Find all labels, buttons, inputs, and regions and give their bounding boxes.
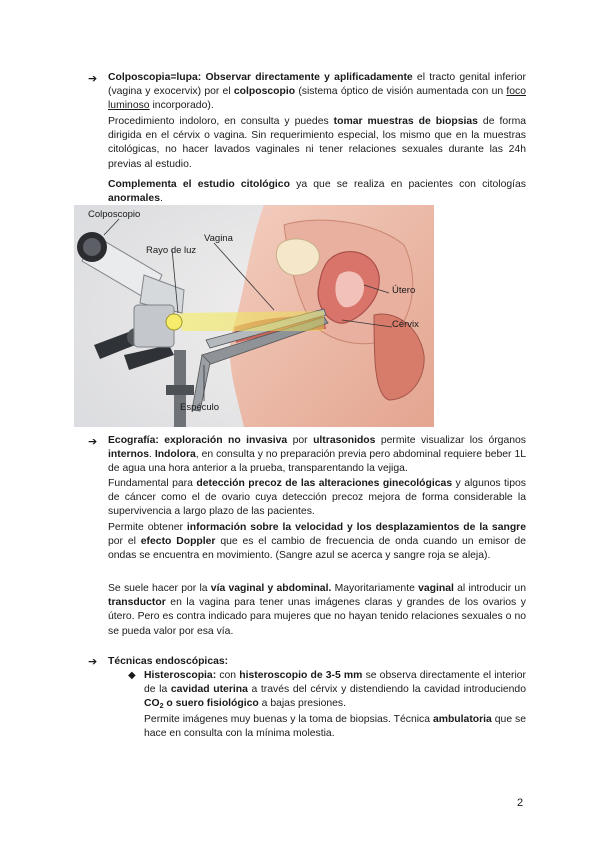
endoscopicas-heading: Técnicas endoscópicas: <box>108 656 229 667</box>
bullet-arrow-icon: ➔ <box>88 436 98 448</box>
label-especulo: Espéculo <box>180 402 220 413</box>
label-vagina: Vagina <box>204 233 233 244</box>
colposcopy-illustration <box>74 205 434 427</box>
label-colposcopio: Colposcopio <box>88 209 141 220</box>
ecografia-paragraph-4: Se suele hacer por la vía vaginal y abdominal. Mayoritariamente vaginal al introducir un transductor en la vagina para tener unas imágenes claras y grandes de los ovarios y útero. Pero es contra indicado para mujeres que no hayan tenido relaciones sexuales o no se pueda valor por esa vía. <box>108 583 526 637</box>
page-number: 2 <box>517 797 524 809</box>
label-cervix: Cérvix <box>392 319 419 330</box>
colposcopy-diagram <box>74 205 434 427</box>
ecografia-paragraph-3: Permite obtener información sobre la velocidad y los desplazamientos de la sangre por el efecto Doppler que es el cambio de frecuencia de onda cuando un emisor de ondas se encuentra en movimiento. (Sangre azul se acerca y sangre roja se aleja). <box>108 522 526 562</box>
colposcopia-paragraph-3: Complementa el estudio citológico ya que se realiza en pacientes con citologías anormales. <box>108 179 526 205</box>
colposcopia-paragraph-2: Procedimiento indoloro, en consulta y puedes tomar muestras de biopsias de forma dirigida en el cérvix o vagina. Sin requerimiento especial, los mismo que en la muestras citológicas, no hacer lavados vaginales ni tener relaciones sexuales durante las 24h previas al estudio. <box>108 116 526 170</box>
label-rayo-de-luz: Rayo de luz <box>146 245 197 256</box>
bullet-diamond-icon: ◆ <box>128 670 136 681</box>
histeroscopia-heading: Histeroscopia: <box>144 670 217 681</box>
histeroscopia-paragraph-2: Permite imágenes muy buenas y la toma de biopsias. Técnica ambulatoria que se hace en consulta con la mínima molestia. <box>144 714 526 740</box>
ecografia-paragraph-2: Fundamental para detección precoz de las alteraciones ginecológicas y algunos tipos de cáncer como el de ovario cuya detección precoz mejora de forma considerable la supervivencia a largo plazo de las pacientes. <box>108 478 526 518</box>
label-utero: Útero <box>392 285 416 296</box>
ecografia-heading: Ecografía: exploración no invasiva <box>108 435 288 446</box>
colposcopia-paragraph-1: Colposcopia=lupa: Observar directamente y aplificadamente el tracto genital inferior (vagina y exocervix) por el colposcopio (sistema óptico de visión aumentada con un foco luminoso incorporado). <box>108 72 526 112</box>
bullet-arrow-icon: ➔ <box>88 73 98 85</box>
histeroscopia-paragraph-1: Histeroscopia: con histeroscopio de 3-5 mm se observa directamente el interior de la cavidad uterina a través del cérvix y distendiendo la cavidad introduciendo $CO_2$ o suero fisiológico a bajas presiones. <box>144 670 526 711</box>
bullet-arrow-icon: ➔ <box>88 656 98 668</box>
ecografia-paragraph-1: Ecografía: exploración no invasiva por ultrasonidos permite visualizar los órganos internos. Indolora, en consulta y no preparación previa pero abdominal requiere beber 1L de agua una hora anterior a la prueba, transparentando la vejiga. <box>108 435 526 475</box>
colposcopia-heading: Colposcopia=lupa: Observar directamente y aplificadamente <box>108 72 413 83</box>
